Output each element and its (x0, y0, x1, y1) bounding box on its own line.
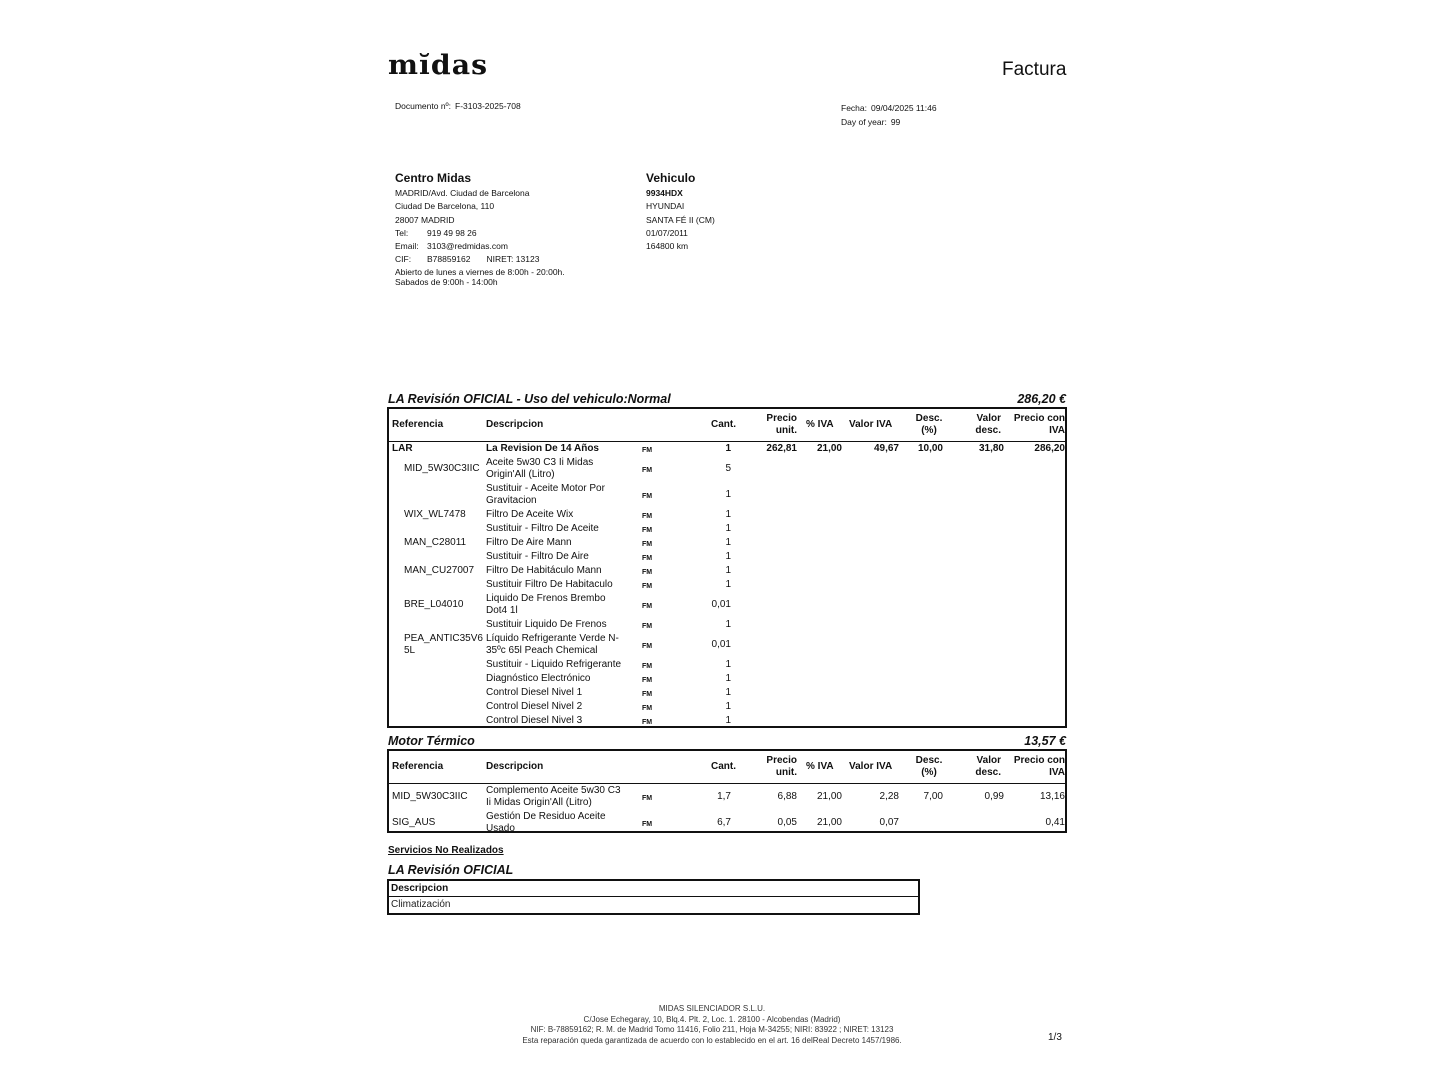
document-title: Factura (1002, 59, 1067, 80)
table-row (389, 456, 1065, 482)
item-ref-cont: 5L (404, 645, 416, 656)
col-iva: % IVA (806, 761, 834, 772)
no-realizados-col-descripcion: Descripcion (389, 881, 918, 897)
col-desc-pct: Desc. (%) (915, 413, 943, 436)
item-cant: 1 (725, 551, 731, 562)
item-fm: FM (642, 493, 653, 500)
table-row (389, 686, 1065, 700)
main-ref: LAR (392, 443, 413, 454)
main-valor-iva: 49,67 (873, 443, 899, 454)
date-value: 09/04/2025 11:46 (871, 103, 937, 113)
section-1-total: 286,20 € (1017, 392, 1066, 406)
centro-address-3: 28007 MADRID (395, 214, 455, 225)
item-cant: 1 (725, 523, 731, 534)
item-desc: Diagnóstico Electrónico (486, 673, 591, 684)
table-row (389, 536, 1065, 550)
midas-logo: mĭdas (388, 50, 489, 81)
item-ref: BRE_L04010 (404, 599, 464, 610)
niret-value: 13123 (515, 254, 540, 265)
table-row (389, 482, 1065, 508)
table-row (389, 550, 1065, 564)
item-cant: 1 (725, 537, 731, 548)
centro-tel (395, 227, 565, 240)
table-row (389, 592, 1065, 618)
main-cant: 1 (725, 443, 731, 454)
vehicle-km: 164800 km (646, 241, 689, 252)
item-ref: PEA_ANTIC35V6 (404, 633, 483, 644)
col-referencia: Referencia (392, 761, 444, 772)
item-fm: FM (642, 691, 653, 698)
footer-guarantee: Esta reparación queda garantizada de acuerdo con lo establecido en el art. 16 delReal Decreto 1457/1986. (522, 1035, 902, 1045)
item-cant: 1 (725, 509, 731, 520)
table-row (389, 784, 1065, 810)
item-fm: FM (642, 677, 653, 684)
section-2-items (389, 784, 1065, 836)
item-ref: WIX_WL7478 (404, 509, 466, 520)
table-header (389, 409, 1065, 442)
vehicle-model: SANTA FÉ II (CM) (646, 214, 715, 225)
centro-address-1: MADRID/Avd. Ciudad de Barcelona (395, 188, 530, 198)
section-2-table (387, 749, 1067, 833)
col-cant: Cant. (711, 761, 736, 772)
item-cant: 1 (725, 701, 731, 712)
item-valor-iva: 0,07 (879, 817, 899, 828)
col-precio-con-iva: Precio con IVA (1013, 755, 1065, 778)
email-value: 3103@redmidas.com (427, 241, 508, 252)
servicios-no-realizados-label: Servicios No Realizados (388, 845, 504, 856)
centro-address-2: Ciudad De Barcelona, 110 (395, 201, 495, 212)
col-valor-desc: Valor desc. (975, 413, 1001, 436)
item-cant: 1 (725, 579, 731, 590)
section-1-table (387, 407, 1067, 728)
section-1-items (389, 456, 1065, 728)
col-descripcion: Descripcion (486, 419, 544, 430)
item-fm: FM (642, 555, 653, 562)
table-row (389, 658, 1065, 672)
table-row (389, 578, 1065, 592)
item-cant: 1 (725, 715, 731, 726)
footer-registry: NIF: B-78859162; R. M. de Madrid Tomo 11416, Folio 211, Hoja M-34255; NIRI: 83922 ; NIRET: 13123 (530, 1025, 894, 1034)
footer (462, 1004, 962, 1046)
item-desc-cont: 35ºc 65l Peach Chemical (486, 645, 598, 656)
item-cant: 1 (725, 659, 731, 670)
item-fm: FM (642, 663, 653, 670)
item-cant: 1 (725, 687, 731, 698)
item-desc: Líquido Refrigerante Verde N- (486, 633, 619, 644)
item-valor-desc: 0,99 (984, 791, 1004, 802)
table-row (389, 714, 1065, 728)
item-desc-cont: Ii Midas Origin'All (Litro) (486, 797, 592, 808)
main-fm: FM (642, 447, 653, 454)
day-of-year-value: 99 (890, 117, 901, 127)
centro-cif (395, 253, 565, 266)
table-row (389, 810, 1065, 836)
col-desc-pct: Desc. (%) (915, 755, 943, 778)
item-desc: Liquido De Frenos Brembo (486, 593, 606, 604)
col-referencia: Referencia (392, 419, 444, 430)
col-valor-iva: Valor IVA (849, 419, 893, 430)
item-desc-pct: 7,00 (923, 791, 943, 802)
item-desc-cont: Usado (486, 823, 515, 834)
item-desc: Filtro De Habitáculo Mann (486, 565, 602, 576)
col-valor-desc: Valor desc. (975, 755, 1001, 778)
item-desc: Control Diesel Nivel 3 (486, 715, 583, 726)
item-total: 13,16 (1039, 791, 1065, 802)
section-2-total: 13,57 € (1024, 734, 1066, 748)
col-descripcion: Descripcion (486, 761, 544, 772)
item-fm: FM (642, 569, 653, 576)
col-cant: Cant. (711, 419, 736, 430)
vehicle-info (646, 170, 715, 253)
main-total: 286,20 (1034, 443, 1065, 454)
opening-hours-weekday: Abierto de lunes a viernes de 8:00h - 20:00h. (395, 266, 565, 277)
item-cant: 1 (725, 619, 731, 630)
item-iva: 21,00 (816, 817, 842, 828)
table-header (389, 751, 1065, 784)
item-cant: 6,7 (717, 817, 731, 828)
section-2-title: Motor Térmico (388, 734, 475, 748)
item-cant: 1,7 (717, 791, 731, 802)
main-valor-desc: 31,80 (978, 443, 1004, 454)
document-number (395, 101, 521, 111)
cif-value: B78859162 (427, 254, 471, 265)
opening-hours-saturday: Sabados de 9:00h - 14:00h (395, 277, 498, 288)
item-fm: FM (642, 623, 653, 630)
item-fm: FM (642, 527, 653, 534)
item-cant: 1 (725, 673, 731, 684)
niret-label: NIRET: (486, 254, 514, 265)
item-cant: 1 (725, 565, 731, 576)
item-iva: 21,00 (816, 791, 842, 802)
footer-company: MIDAS SILENCIADOR S.L.U. (658, 1004, 766, 1013)
col-precio-unit: Precio unit. (766, 755, 797, 778)
item-desc: Aceite 5w30 C3 Ii Midas (486, 457, 594, 468)
item-desc: Filtro De Aire Mann (486, 537, 572, 548)
item-desc: Sustituir Liquido De Frenos (486, 619, 607, 630)
item-fm: FM (642, 467, 653, 474)
col-precio-con-iva: Precio con IVA (1013, 413, 1065, 436)
item-desc: Control Diesel Nivel 2 (486, 701, 583, 712)
table-row (389, 618, 1065, 632)
centro-info (395, 170, 565, 288)
col-iva: % IVA (806, 419, 834, 430)
email-label: Email: (395, 241, 419, 252)
table-row (389, 672, 1065, 686)
document-number-value: F-3103-2025-708 (455, 101, 521, 111)
item-cant: 0,01 (711, 599, 731, 610)
item-fm: FM (642, 643, 653, 650)
item-cant: 1 (725, 489, 731, 500)
item-desc: Sustituir - Aceite Motor Por (486, 483, 605, 494)
vehicle-brand: HYUNDAI (646, 201, 685, 212)
cif-label: CIF: (395, 254, 412, 265)
table-row (389, 508, 1065, 522)
item-ref: SIG_AUS (392, 817, 436, 828)
table-row (389, 700, 1065, 714)
no-realizados-item: Climatización (391, 899, 451, 910)
item-precio: 0,05 (777, 817, 797, 828)
item-desc: Control Diesel Nivel 1 (486, 687, 583, 698)
item-desc: Sustituir Filtro De Habitaculo (486, 579, 613, 590)
item-valor-iva: 2,28 (879, 791, 899, 802)
item-ref: MAN_C28011 (404, 537, 467, 548)
centro-email (395, 240, 565, 253)
centro-name: Centro Midas (395, 171, 472, 185)
section-1-title: LA Revisión OFICIAL - Uso del vehiculo:Normal (388, 392, 671, 406)
tel-label: Tel: (395, 227, 409, 238)
footer-address: C/Jose Echegaray, 10, Blq.4. Plt. 2, Loc. 1. 28100 - Alcobendas (Madrid) (583, 1014, 841, 1024)
item-desc: Gestión De Residuo Aceite (486, 811, 606, 822)
vehicle-plate: 9934HDX (646, 188, 683, 198)
main-desc-pct: 10,00 (917, 443, 943, 454)
item-fm: FM (642, 821, 653, 828)
table-row-main (389, 442, 1065, 456)
item-ref: MID_5W30C3IIC (404, 463, 480, 474)
no-realizados-title: LA Revisión OFICIAL (388, 863, 514, 877)
item-fm: FM (642, 719, 653, 726)
vehicle-date: 01/07/2011 (646, 227, 688, 238)
main-iva: 21,00 (816, 443, 842, 454)
item-ref: MID_5W30C3IIC (392, 791, 468, 802)
col-valor-iva: Valor IVA (849, 761, 893, 772)
item-fm: FM (642, 603, 653, 610)
main-precio: 262,81 (766, 443, 797, 454)
table-row (389, 564, 1065, 578)
col-precio-unit: Precio unit. (766, 413, 797, 436)
item-desc: Sustituir - Filtro De Aceite (486, 523, 599, 534)
vehicle-title: Vehiculo (646, 171, 696, 185)
page-number: 1/3 (1048, 1032, 1062, 1043)
item-cant: 0,01 (711, 639, 731, 650)
date-label: Fecha: (841, 103, 867, 113)
invoice-date-block (841, 101, 937, 129)
day-of-year-label: Day of year: (841, 117, 887, 127)
no-realizados-table (387, 879, 920, 915)
item-desc: Sustituir - Liquido Refrigerante (486, 659, 622, 670)
document-number-label: Documento nº: (395, 101, 452, 111)
item-ref: MAN_CU27007 (404, 565, 475, 576)
item-fm: FM (642, 583, 653, 590)
table-row (389, 632, 1065, 658)
item-desc-cont: Gravitacion (486, 495, 537, 506)
item-desc: Complemento Aceite 5w30 C3 (486, 785, 621, 796)
table-row (389, 522, 1065, 536)
item-cant: 5 (725, 463, 731, 474)
item-fm: FM (642, 705, 653, 712)
item-desc: Filtro De Aceite Wix (486, 509, 574, 520)
main-desc: La Revision De 14 Años (486, 443, 599, 454)
item-desc-cont: Origin'All (Litro) (486, 469, 555, 480)
tel-value: 919 49 98 26 (427, 227, 477, 238)
item-desc-cont: Dot4 1l (486, 605, 518, 616)
item-total: 0,41 (1045, 817, 1065, 828)
item-desc: Sustituir - Filtro De Aire (486, 551, 589, 562)
item-fm: FM (642, 513, 653, 520)
item-fm: FM (642, 795, 653, 802)
item-precio: 6,88 (777, 791, 797, 802)
item-fm: FM (642, 541, 653, 548)
